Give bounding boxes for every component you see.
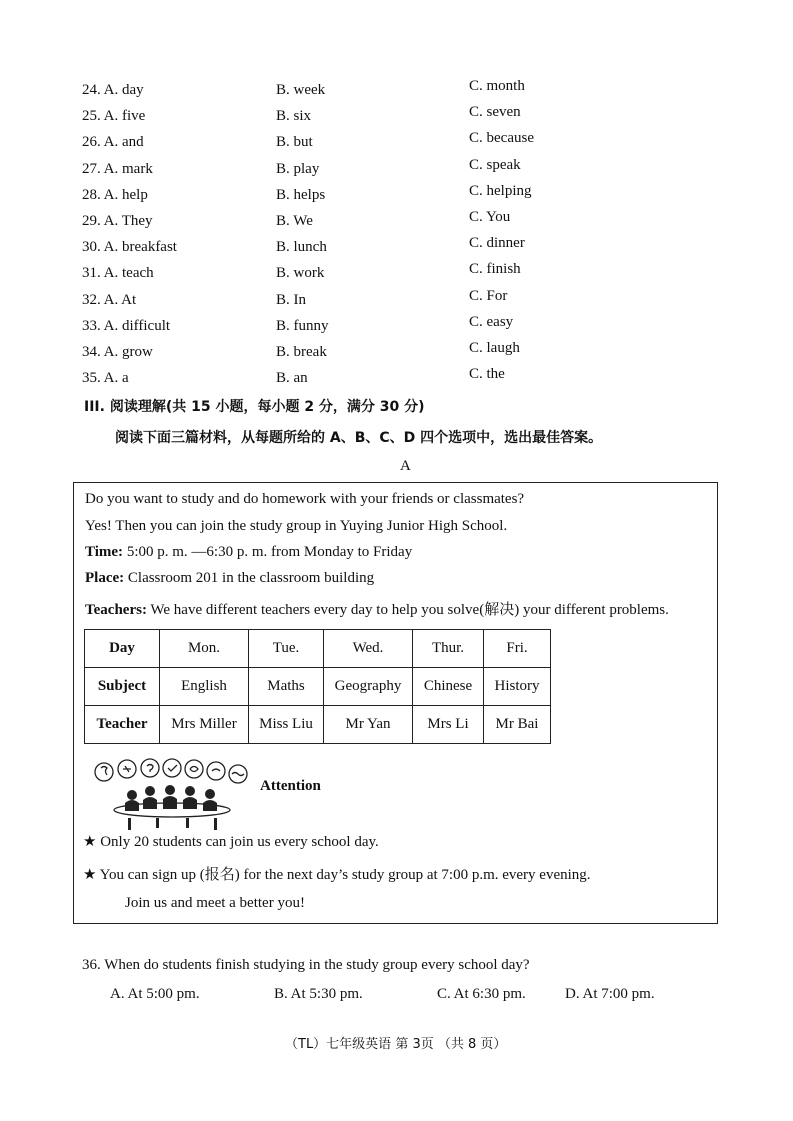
option-b: B. but (276, 134, 313, 151)
cloze-option-row (0, 78, 793, 102)
option-b: B. lunch (276, 239, 327, 256)
option-c: C. speak (469, 156, 521, 173)
option-b: B. week (276, 82, 326, 98)
table-cell: Chinese (413, 668, 484, 706)
option-b: B. break (276, 344, 327, 360)
table-cell: Mrs Li (413, 706, 484, 744)
table-row-day (85, 630, 551, 668)
option-c: C. For (469, 287, 508, 304)
cloze-option-row (0, 287, 793, 312)
option-c: C. month (469, 78, 525, 94)
option-c: C. the (469, 366, 505, 383)
schedule-table (84, 629, 551, 744)
teachers-label: Teachers: (85, 602, 147, 618)
option-c: C. finish (469, 261, 521, 278)
teachers-value: We have different teachers every day to help you solve(解决) your different problems. (146, 602, 669, 618)
table-cell: Geography (324, 668, 413, 706)
option-a: 29. A. They (82, 213, 153, 229)
cloze-option-row (0, 366, 793, 390)
option-a: 30. A. breakfast (82, 239, 177, 256)
cloze-option-row (0, 209, 793, 233)
place-label: Place: (85, 570, 125, 586)
question-36-option-b: B. At 5:30 pm. (274, 986, 363, 1002)
place-value: Classroom 201 in the classroom building (124, 570, 375, 586)
table-cell: Tue. (249, 630, 324, 668)
table-cell: Day (85, 630, 160, 668)
option-b: B. an (276, 370, 308, 387)
time-label: Time: (85, 544, 124, 560)
cloze-option-row (0, 104, 793, 128)
cloze-option-row (0, 313, 793, 338)
option-b: B. In (276, 291, 306, 308)
table-row-subject (85, 668, 551, 706)
option-b: B. funny (276, 317, 329, 334)
notice-place (85, 570, 374, 587)
table-cell: Teacher (85, 706, 160, 744)
option-c: C. helping (469, 182, 532, 199)
option-c: C. dinner (469, 235, 525, 252)
table-cell: Mon. (160, 630, 249, 668)
page-footer: （TL）七年级英语 第 3页 （共 8 页） (285, 1037, 507, 1052)
time-value: 5:00 p. m. —6:30 p. m. from Monday to Friday (123, 544, 413, 560)
notice-line-2: Yes! Then you can join the study group in Yuying Junior High School. (85, 518, 508, 534)
option-b: B. six (276, 108, 312, 125)
table-cell: Wed. (324, 630, 413, 668)
section-heading: III. 阅读理解(共 15 小题，每小题 2 分，满分 30 分) (84, 399, 425, 415)
option-c: C. because (469, 130, 534, 147)
option-c: C. laugh (469, 340, 520, 356)
cloze-option-row (0, 182, 793, 207)
option-b: B. We (276, 213, 313, 229)
question-36-stem: 36. When do students finish studying in the study group every school day? (82, 957, 530, 973)
cloze-option-row (0, 156, 793, 181)
table-cell: Subject (85, 668, 160, 706)
option-c: C. You (469, 209, 511, 225)
question-36-option-a: A. At 5:00 pm. (110, 986, 200, 1002)
cloze-option-row (0, 130, 793, 154)
option-c: C. easy (469, 313, 514, 330)
table-cell: English (160, 668, 249, 706)
table-cell: Maths (249, 668, 324, 706)
option-b: B. helps (276, 186, 326, 203)
option-a: 32. A. At (82, 291, 137, 308)
section-instruction: 阅读下面三篇材料，从每题所给的 A、B、C、D 四个选项中，选出最佳答案。 (115, 430, 603, 446)
attention-note-2: ★ You can sign up (报名) for the next day’s study group at 7:00 p.m. every evening. (83, 867, 591, 883)
table-cell: Thur. (413, 630, 484, 668)
question-36-option-c: C. At 6:30 pm. (437, 986, 526, 1002)
passage-label: A (400, 458, 411, 474)
notice-time (85, 544, 412, 561)
study-group-illustration (92, 758, 252, 830)
cloze-option-row (0, 235, 793, 259)
option-a: 28. A. help (82, 186, 148, 203)
attention-heading: Attention (260, 778, 321, 794)
option-a: 33. A. difficult (82, 317, 171, 334)
option-b: B. work (276, 265, 325, 282)
option-a: 35. A. a (82, 370, 129, 387)
option-a: 34. A. grow (82, 344, 153, 360)
option-a: 26. A. and (82, 134, 144, 151)
option-b: B. play (276, 160, 320, 177)
table-row-teacher (85, 706, 551, 744)
notice-teachers (85, 598, 669, 619)
closing-line: Join us and meet a better you! (125, 895, 305, 911)
question-36-option-d: D. At 7:00 pm. (565, 986, 655, 1002)
option-a: 24. A. day (82, 82, 144, 98)
option-a: 27. A. mark (82, 160, 153, 177)
table-cell: Mr Bai (484, 706, 551, 744)
notice-line-1: Do you want to study and do homework with your friends or classmates? (85, 491, 525, 507)
table-cell: Miss Liu (249, 706, 324, 744)
option-a: 31. A. teach (82, 265, 154, 282)
cloze-option-row (0, 340, 793, 364)
table-cell: Mr Yan (324, 706, 413, 744)
option-a: 25. A. five (82, 108, 146, 125)
table-cell: Mrs Miller (160, 706, 249, 744)
table-cell: Fri. (484, 630, 551, 668)
attention-note-1: ★ Only 20 students can join us every school day. (83, 834, 379, 850)
option-c: C. seven (469, 104, 521, 121)
table-cell: History (484, 668, 551, 706)
cloze-option-row (0, 261, 793, 285)
